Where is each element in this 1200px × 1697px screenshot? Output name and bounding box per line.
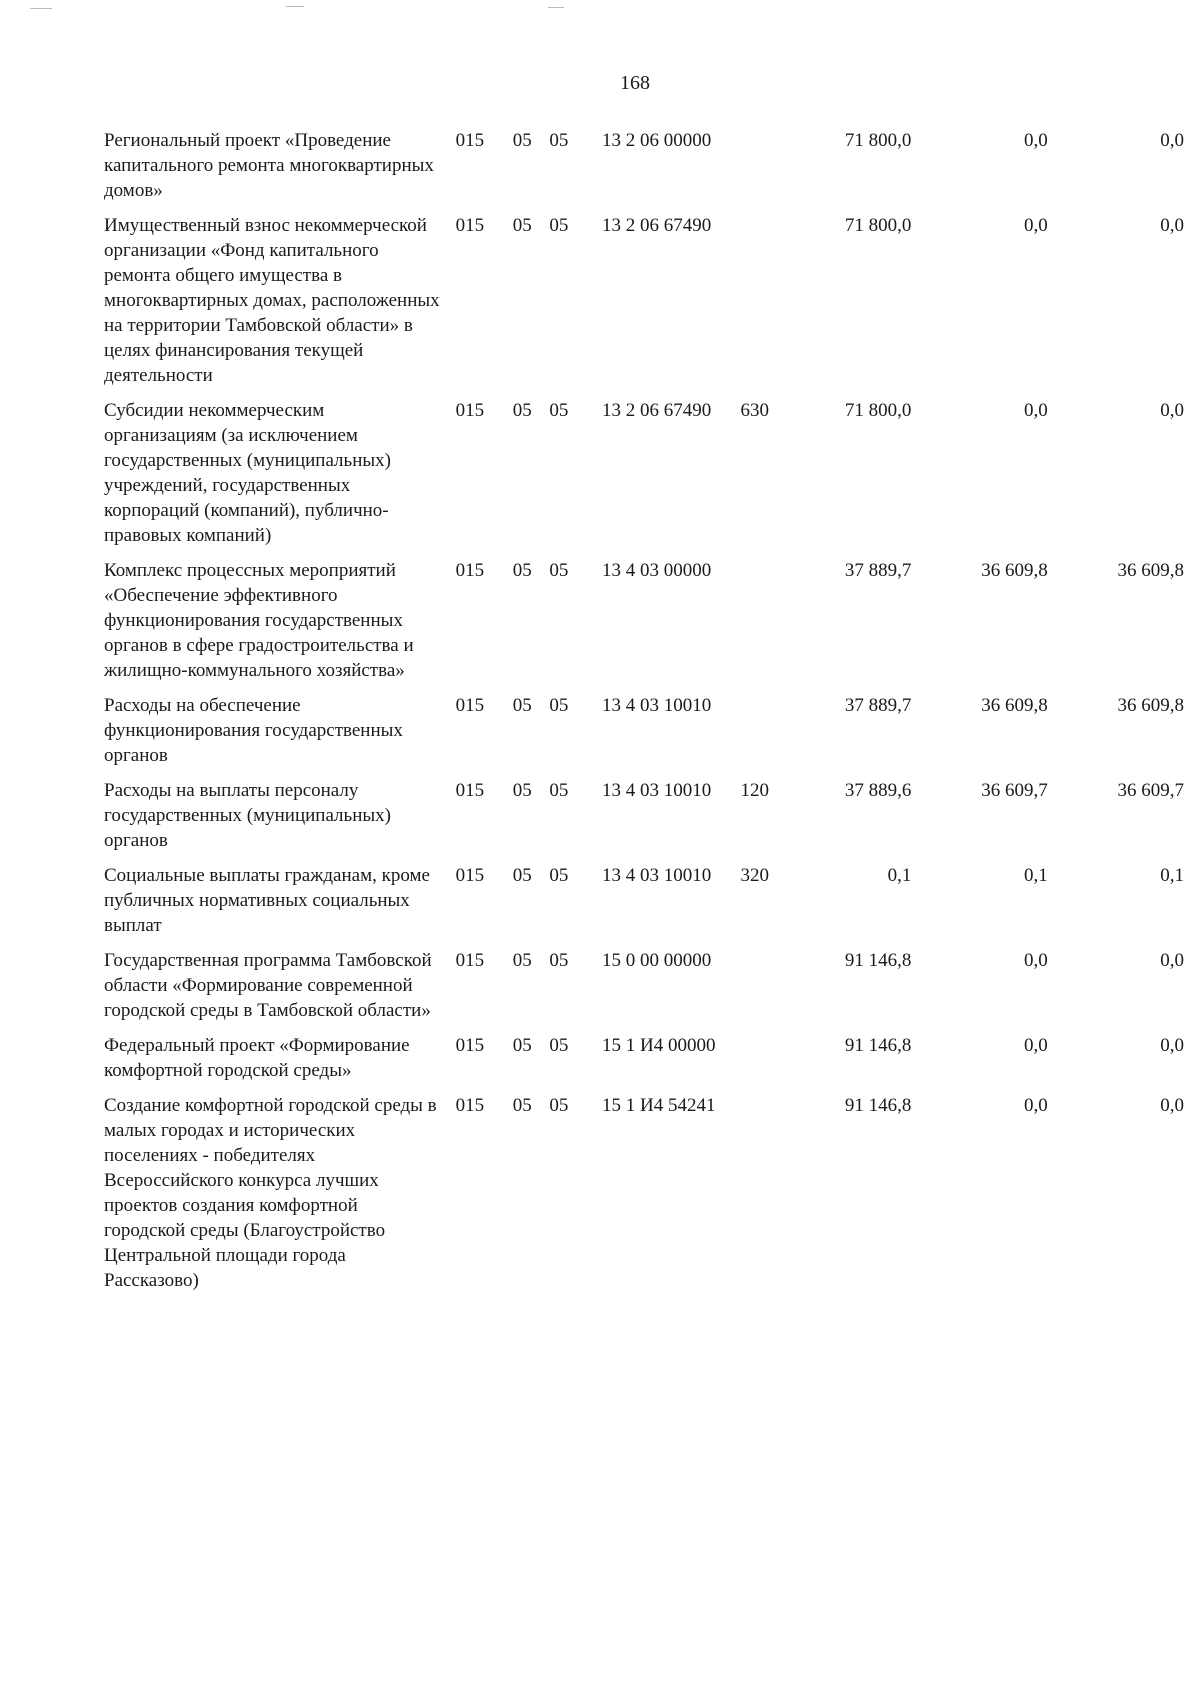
table-row bbox=[104, 1033, 1184, 1093]
amount-year-2: 0,0 bbox=[1023, 130, 1048, 151]
table-row bbox=[104, 213, 1184, 398]
table-row bbox=[104, 778, 1184, 863]
section-code: 05 bbox=[512, 400, 532, 421]
section-code: 05 bbox=[512, 865, 532, 886]
budget-table bbox=[104, 128, 1184, 1303]
admin-code: 015 bbox=[455, 695, 485, 716]
subsection-code: 05 bbox=[549, 130, 569, 151]
row-name: Комплекс процессных мероприятий «Обеспечение эффективного функционирования государственных органов в сфере градостроительства и жилищно-коммунального хозяйства» bbox=[104, 560, 414, 681]
section-code: 05 bbox=[512, 695, 532, 716]
row-name: Федеральный проект «Формирование комфортной городской среды» bbox=[104, 1035, 410, 1081]
amount-year-2: 36 609,8 bbox=[981, 560, 1048, 581]
amount-year-3: 0,0 bbox=[1160, 130, 1184, 151]
amount-year-3: 0,0 bbox=[1160, 215, 1184, 236]
target-article-code: 13 4 03 10010 bbox=[601, 695, 712, 716]
amount-year-3: 0,1 bbox=[1160, 865, 1184, 886]
table-row bbox=[104, 863, 1184, 948]
amount-year-3: 36 609,8 bbox=[1117, 560, 1184, 581]
section-code: 05 bbox=[512, 1095, 532, 1116]
admin-code: 015 bbox=[455, 780, 485, 801]
target-article-code: 13 2 06 67490 bbox=[601, 215, 712, 236]
subsection-code: 05 bbox=[549, 400, 569, 421]
row-name: Социальные выплаты гражданам, кроме публичных нормативных социальных выплат bbox=[104, 865, 430, 936]
target-article-code: 13 4 03 10010 bbox=[601, 865, 712, 886]
admin-code: 015 bbox=[455, 215, 485, 236]
row-name: Региональный проект «Проведение капитального ремонта многоквартирных домов» bbox=[104, 130, 434, 201]
amount-year-2: 0,0 bbox=[1023, 950, 1048, 971]
table-row bbox=[104, 693, 1184, 778]
expense-type-code bbox=[737, 1093, 800, 1303]
subsection-code: 05 bbox=[549, 560, 569, 581]
expense-type-code bbox=[737, 213, 800, 398]
subsection-code: 05 bbox=[549, 780, 569, 801]
expense-type-code: 120 bbox=[740, 780, 770, 801]
amount-year-3: 0,0 bbox=[1160, 950, 1184, 971]
section-code: 05 bbox=[512, 780, 532, 801]
row-name: Расходы на обеспечение функционирования государственных органов bbox=[104, 695, 403, 766]
table-row bbox=[104, 398, 1184, 558]
target-article-code: 15 1 И4 00000 bbox=[601, 1035, 716, 1056]
admin-code: 015 bbox=[455, 865, 485, 886]
admin-code: 015 bbox=[455, 400, 485, 421]
amount-year-1: 0,1 bbox=[887, 865, 912, 886]
scan-artifact bbox=[286, 6, 304, 7]
scan-artifact bbox=[30, 8, 52, 9]
amount-year-3: 36 609,7 bbox=[1117, 780, 1184, 801]
row-name: Имущественный взнос некоммерческой организации «Фонд капитального ремонта общего имущества в многоквартирных домах, расположенных на территории Тамбовской области» в целях финансирования текущей деятельности bbox=[104, 215, 440, 386]
row-name: Государственная программа Тамбовской области «Формирование современной городской среды в Тамбовской области» bbox=[104, 950, 432, 1021]
target-article-code: 13 2 06 00000 bbox=[601, 130, 712, 151]
amount-year-2: 36 609,8 bbox=[981, 695, 1048, 716]
amount-year-3: 0,0 bbox=[1160, 1095, 1184, 1116]
subsection-code: 05 bbox=[549, 215, 569, 236]
target-article-code: 13 4 03 00000 bbox=[601, 560, 712, 581]
amount-year-1: 71 800,0 bbox=[844, 215, 912, 236]
target-article-code: 15 1 И4 54241 bbox=[601, 1095, 716, 1116]
amount-year-2: 0,0 bbox=[1023, 1095, 1048, 1116]
amount-year-3: 0,0 bbox=[1160, 400, 1184, 421]
table-row bbox=[104, 128, 1184, 213]
row-name: Создание комфортной городской среды в малых городах и исторических поселениях - победителях Всероссийского конкурса лучших проектов создания комфортной городской среды (Благоустройство Центральной площади города Рассказово) bbox=[104, 1095, 437, 1291]
amount-year-1: 37 889,7 bbox=[844, 695, 912, 716]
amount-year-1: 71 800,0 bbox=[844, 130, 912, 151]
amount-year-2: 0,0 bbox=[1023, 1035, 1048, 1056]
expense-type-code bbox=[737, 558, 800, 693]
amount-year-3: 0,0 bbox=[1160, 1035, 1184, 1056]
amount-year-2: 36 609,7 bbox=[981, 780, 1048, 801]
budget-table-body bbox=[104, 128, 1184, 1303]
subsection-code: 05 bbox=[549, 1095, 569, 1116]
table-row bbox=[104, 558, 1184, 693]
amount-year-1: 37 889,7 bbox=[844, 560, 912, 581]
scan-artifact bbox=[548, 7, 564, 8]
expense-type-code bbox=[737, 693, 800, 778]
section-code: 05 bbox=[512, 1035, 532, 1056]
section-code: 05 bbox=[512, 130, 532, 151]
table-row bbox=[104, 1093, 1184, 1303]
amount-year-1: 71 800,0 bbox=[844, 400, 912, 421]
section-code: 05 bbox=[512, 950, 532, 971]
expense-type-code: 630 bbox=[740, 400, 770, 421]
admin-code: 015 bbox=[455, 560, 485, 581]
table-row bbox=[104, 948, 1184, 1033]
subsection-code: 05 bbox=[549, 865, 569, 886]
admin-code: 015 bbox=[455, 950, 485, 971]
target-article-code: 13 4 03 10010 bbox=[601, 780, 712, 801]
subsection-code: 05 bbox=[549, 950, 569, 971]
subsection-code: 05 bbox=[549, 1035, 569, 1056]
admin-code: 015 bbox=[455, 1035, 485, 1056]
row-name: Расходы на выплаты персоналу государственных (муниципальных) органов bbox=[104, 780, 391, 851]
section-code: 05 bbox=[512, 215, 532, 236]
amount-year-1: 91 146,8 bbox=[844, 1035, 912, 1056]
expense-type-code: 320 bbox=[740, 865, 770, 886]
subsection-code: 05 bbox=[549, 695, 569, 716]
amount-year-1: 91 146,8 bbox=[844, 950, 912, 971]
amount-year-2: 0,1 bbox=[1023, 865, 1048, 886]
target-article-code: 13 2 06 67490 bbox=[601, 400, 712, 421]
target-article-code: 15 0 00 00000 bbox=[601, 950, 712, 971]
amount-year-3: 36 609,8 bbox=[1117, 695, 1184, 716]
section-code: 05 bbox=[512, 560, 532, 581]
admin-code: 015 bbox=[455, 1095, 485, 1116]
amount-year-2: 0,0 bbox=[1023, 215, 1048, 236]
expense-type-code bbox=[737, 1033, 800, 1093]
page-number: 168 bbox=[620, 72, 650, 94]
amount-year-2: 0,0 bbox=[1023, 400, 1048, 421]
row-name: Субсидии некоммерческим организациям (за исключением государственных (муниципальных) учреждений, государственных корпораций (компаний), публично-правовых компаний) bbox=[104, 400, 391, 546]
amount-year-1: 37 889,6 bbox=[844, 780, 912, 801]
expense-type-code bbox=[737, 128, 800, 213]
expense-type-code bbox=[737, 948, 800, 1033]
admin-code: 015 bbox=[455, 130, 485, 151]
amount-year-1: 91 146,8 bbox=[844, 1095, 912, 1116]
